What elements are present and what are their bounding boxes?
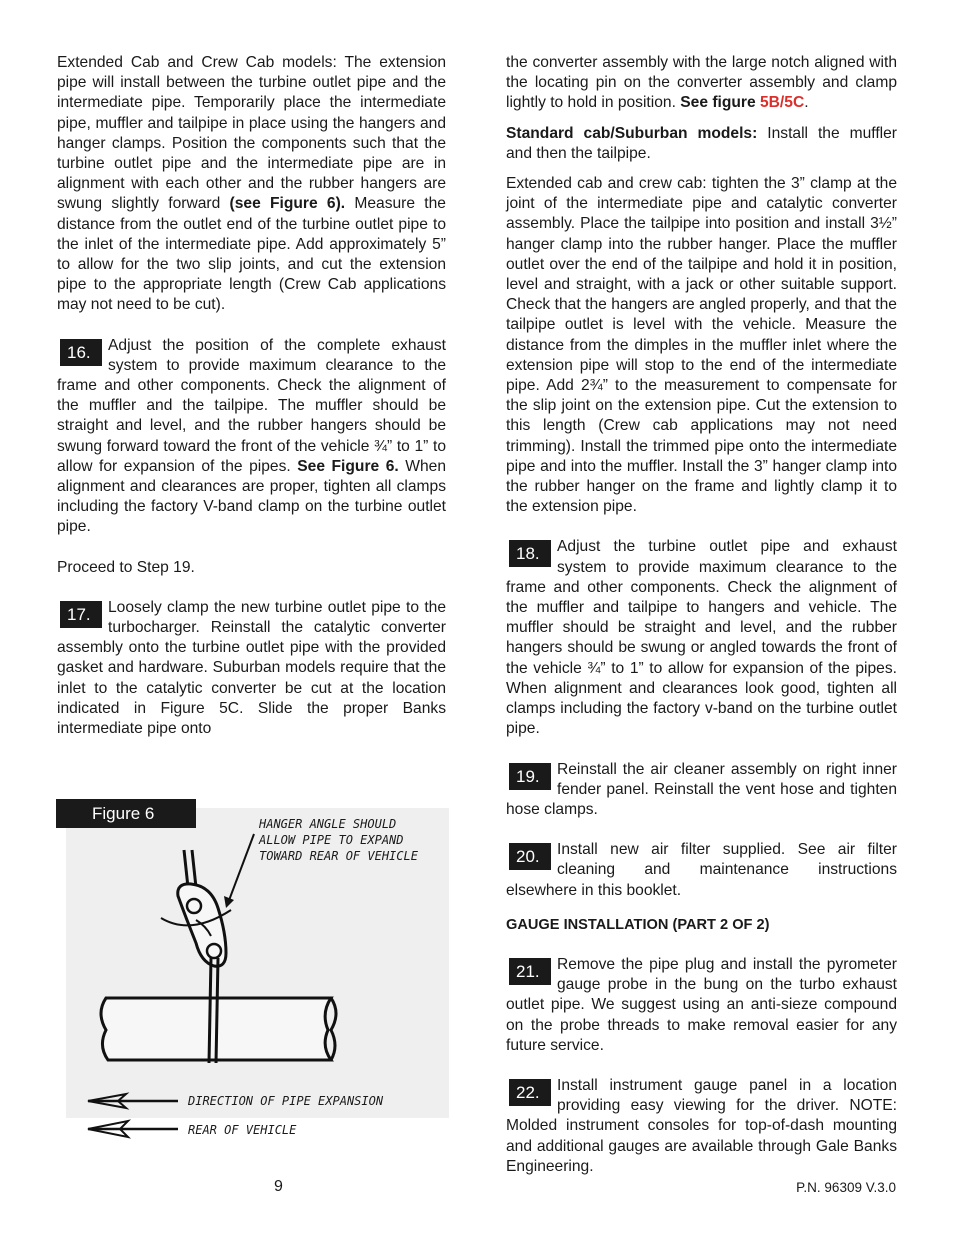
- step-21: 21. Remove the pipe plug and install the pyrometer gauge probe in the bung on the turbo exhaust outlet pipe. We suggest using an anti-sieze compound on the probe threads to make removal easier for any future service.: [506, 955, 897, 1054]
- step-20: 20. Install new air filter supplied. See air filter cleaning and maintenance instructions elsewhere in this booklet.: [506, 841, 897, 899]
- standard-cab-paragraph: Standard cab/Suburban models: Install the muffler and then the tailpipe.: [506, 124, 897, 162]
- step-17: 17. Loosely clamp the new turbine outlet pipe to the turbocharger. Reinstall the catalytic converter assembly onto the turbine outlet pipe with the provided gasket and hardware. Suburban models require that the inlet to the catalytic converter be cut at the location indicated in Figure 5C. Slide the proper Banks intermediate pipe onto: [57, 598, 446, 738]
- rear-of-vehicle-arrow: [84, 1116, 404, 1142]
- step-number: 16.: [60, 339, 102, 366]
- part-number: P.N. 96309 V.3.0: [796, 1180, 896, 1195]
- step-number: 21.: [509, 958, 551, 985]
- hanger-diagram: [66, 808, 449, 1118]
- figure-label: Figure 6: [56, 799, 196, 828]
- step-16: 16. Adjust the position of the complete exhaust system to provide maximum clearance to the frame and other components. Check the alignment of the muffler and the tailpipe. The muffler should be straight and level, and the rubber hangers should be swung forward toward the front of the vehicle ¾” to 1” to allow for expansion of the pipes. See Figure 6. When alignment and clearances are proper, tighten all clamps including the factory V-band clamp on the turbine outlet pipe.: [57, 336, 446, 536]
- step-number: 17.: [60, 601, 102, 628]
- rear-of-vehicle-label: REAR OF VEHICLE: [188, 1123, 297, 1137]
- left-column: [57, 53, 446, 753]
- step-18: 18. Adjust the turbine outlet pipe and exhaust system to provide maximum clearance to the frame and other components. Check the alignment of the muffler and tailpipe to hangers and vehicle. The muffler should be straight and level, and the rubber hangers should be swung or angled towards the front of the vehicle ¾” to 1” to allow for expansion of the pipes. When alignment and clearances look good, tighten all clamps including the factory v-band on the turbine outlet pipe.: [506, 538, 897, 738]
- intro-paragraph: Extended Cab and Crew Cab models: The extension pipe will install between the turbine outlet pipe and the intermediate pipe. Temporarily place the intermediate pipe, muffler and tailpipe in place using the hangers and hanger clamps. Position the components such that the turbine outlet pipe and the intermediate pipe are in alignment with each other and the rubber hangers are swung slightly forward (see Figure 6). Measure the distance from the outlet end of the turbine outlet pipe to the inlet of the intermediate pipe. Add approximately 5” to allow for the two slip joints, and cut the extension pipe to the appropriate length (Crew Cab applications may not need to be cut).: [57, 54, 446, 314]
- pipe-expansion-label: DIRECTION OF PIPE EXPANSION: [188, 1094, 384, 1108]
- right-column: [506, 53, 897, 1191]
- figure-note-line1: HANGER ANGLE SHOULD: [259, 817, 397, 831]
- section-heading: GAUGE INSTALLATION (PART 2 OF 2): [506, 916, 770, 933]
- continued-paragraph: the converter assembly with the large notch aligned with the locating pin on the converter assembly and clamp lightly to hold in position. See figure 5B/5C.: [506, 54, 897, 112]
- step-number: 18.: [509, 540, 551, 567]
- extended-cab-paragraph: Extended cab and crew cab: tighten the 3” clamp at the joint of the intermediate pipe and catalytic converter assembly. Place the tailpipe into position and install 3½” hanger clamp into the rubber hanger. Place the muffler outlet over the end of the tailpipe and hold it in position, level and straight, with a jack or other suitable support. Check that the hangers are angled properly, and that the tailpipe outlet is level with the vehicle. Measure the distance from the dimples in the muffler inlet where the extension pipe will stop to the end of the intermediate pipe. Add 2¾” to the measurement to compensate for the slip joint on the extension pipe. Cut the extension to this length (Crew cab applications may not need trimming). Install the trimmed pipe onto the intermediate pipe and into the muffler. Install the 3” hanger clamp into the rubber hanger on the frame and lightly clamp it to the extension pipe.: [506, 175, 897, 516]
- page-number: 9: [274, 1178, 283, 1195]
- figure-note-line2: ALLOW PIPE TO EXPAND: [259, 833, 404, 847]
- step-number: 20.: [509, 843, 551, 870]
- step-22: 22. Install instrument gauge panel in a location providing easy viewing for the driver. NOTE: Molded instrument consoles for top-of-dash mounting and additional gauges are available through Gale Banks Engineering.: [506, 1076, 897, 1175]
- figure-note-line3: TOWARD REAR OF VEHICLE: [259, 849, 418, 863]
- step-number: 22.: [509, 1079, 551, 1106]
- figure-reference: 5B/5C: [760, 94, 805, 112]
- step-19: 19. Reinstall the air cleaner assembly on right inner fender panel. Reinstall the vent hose and tighten hose clamps.: [506, 760, 897, 818]
- figure-6-illustration: [66, 808, 449, 1118]
- step-number: 19.: [509, 763, 551, 790]
- proceed-text: Proceed to Step 19.: [57, 558, 195, 576]
